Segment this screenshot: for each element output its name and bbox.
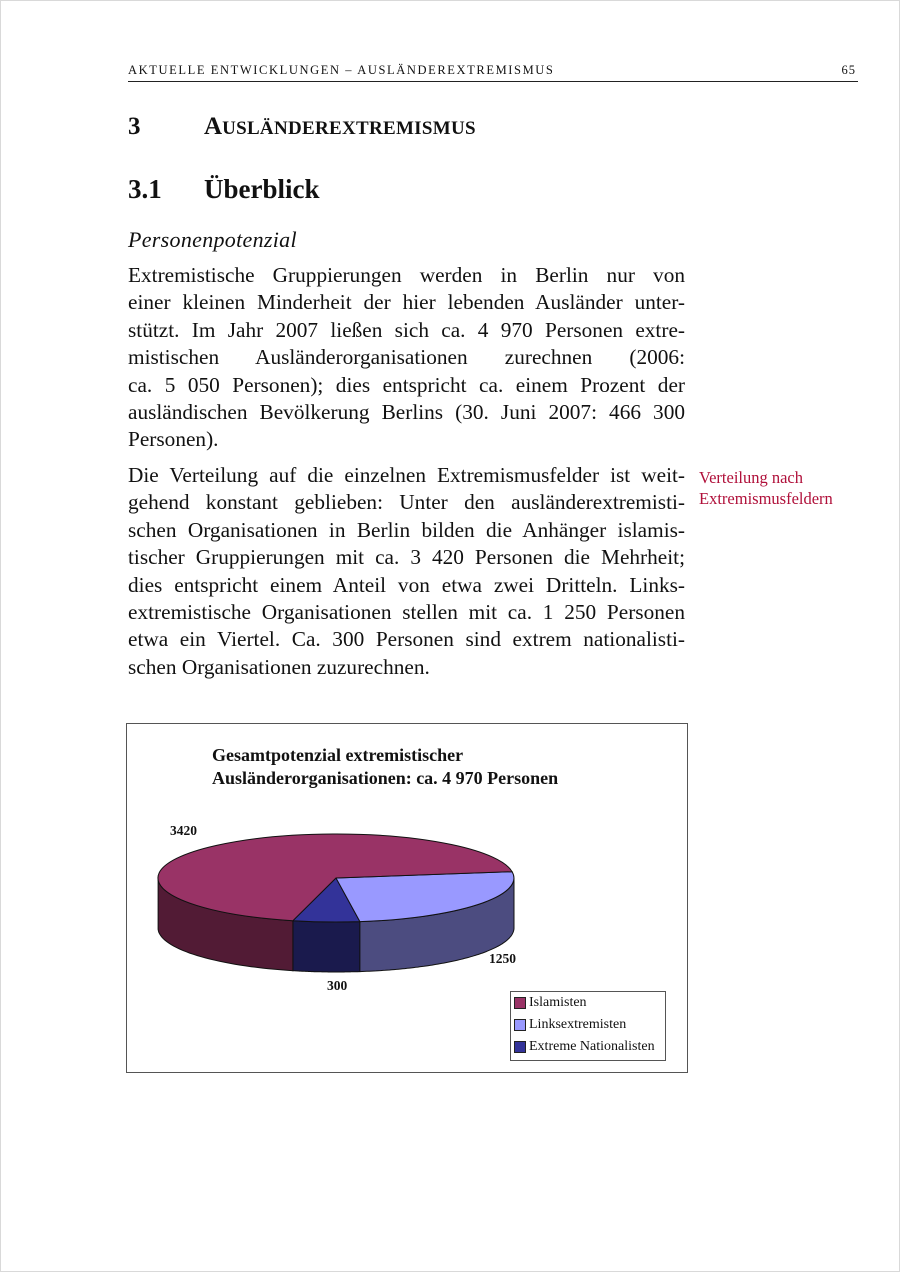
text-line: Die Verteilung auf die einzelnen Extremismusfelder ist weit- [128,463,685,487]
margin-note-line: Verteilung nach [699,468,804,487]
data-label-islamisten: 3420 [170,823,197,838]
text-line: gehend konstant geblieben: Unter den ausländerextremisti- [128,490,685,515]
text-line: schen Organisationen zuzurechnen. [128,654,430,679]
text-line: ausländischen Bevölkerung Berlins (30. Juni 2007: 466 300 [128,400,685,425]
paragraph-1 [128,262,685,454]
chart-legend [510,991,666,1061]
section-heading [128,174,320,205]
text-line: einer kleinen Minderheit der hier lebenden Ausländer unter- [128,290,685,315]
text-line: Personen). [128,427,219,452]
data-label-linksextremisten: 1250 [489,951,516,966]
running-head-title: AKTUELLE ENTWICKLUNGEN – AUSLÄNDEREXTREMISMUS [128,63,555,77]
chapter-heading [128,113,476,141]
legend-item [514,1014,665,1036]
pie-chart [126,723,688,1073]
chart-title-line: Gesamtpotenzial extremistischer [212,745,464,765]
margin-note-line: Extremismusfeldern [699,489,833,508]
section-number: 3.1 [128,174,162,204]
text-line: tischer Gruppierungen mit ca. 3 420 Personen die Mehrheit; [128,545,685,570]
text-line: Extremistische Gruppierungen werden in Berlin nur von [128,263,685,287]
text-line: schen Organisationen in Berlin bilden die Anhänger islamis- [128,517,685,542]
text-line: stützt. Im Jahr 2007 ließen sich ca. 4 970 Personen extre- [128,317,685,342]
text-line: ca. 5 050 Personen); dies entspricht ca. einem Prozent der [128,372,685,397]
chapter-title-initial: A [204,113,223,140]
text-line: mistischen Ausländerorganisationen zurechnen (2006: [128,345,685,370]
legend-swatch-nationalisten [514,1041,526,1053]
margin-note [699,467,833,509]
legend-swatch-linksextremisten [514,1019,526,1031]
text-line: etwa ein Viertel. Ca. 300 Personen sind extrem nationalisti- [128,627,685,652]
chapter-title-rest: USLÄNDEREXTREMISMUS [222,118,476,139]
subheading: Personenpotenzial [128,227,297,252]
section-title: Überblick [204,174,320,204]
text-line: dies entspricht einem Anteil von etwa zwei Dritteln. Links- [128,572,685,597]
legend-item [514,1036,665,1058]
legend-swatch-islamisten [514,997,526,1009]
legend-label: Linksextremisten [529,1017,627,1032]
legend-label: Islamisten [529,995,587,1010]
pie-side-nationalisten [293,921,360,972]
text-line: extremistische Organisationen stellen mit ca. 1 250 Personen [128,600,685,625]
running-head [128,63,858,82]
legend-label: Extreme Nationalisten [529,1039,655,1054]
paragraph-2 [128,462,685,681]
chart-title-line: Ausländerorganisationen: ca. 4 970 Personen [212,768,559,788]
chart-title [212,744,558,790]
data-label-nationalisten: 300 [327,978,348,993]
page-number: 65 [841,63,856,77]
legend-item [514,992,665,1014]
chapter-number: 3 [128,113,141,140]
